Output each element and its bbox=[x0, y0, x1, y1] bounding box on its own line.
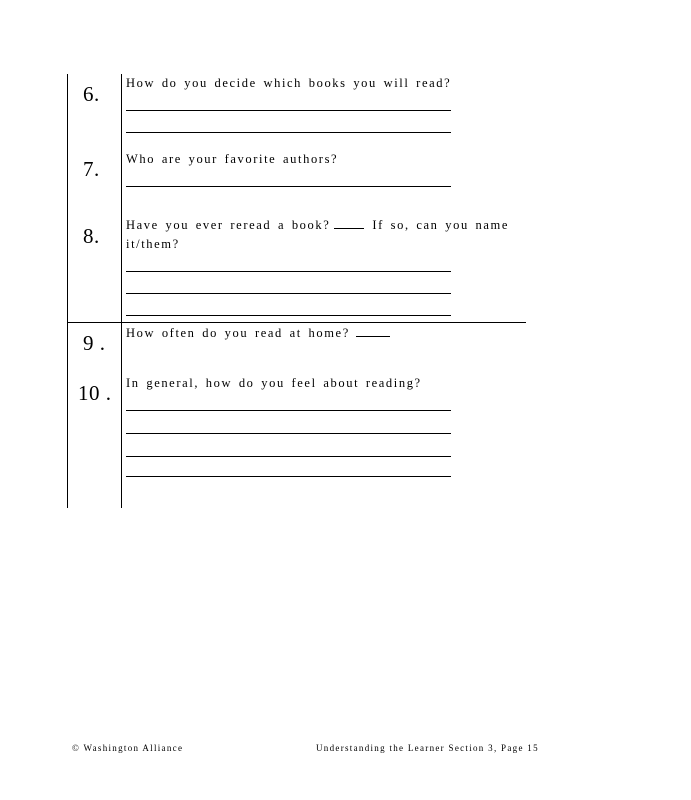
question-8-answer-line[interactable] bbox=[126, 315, 451, 316]
table-column-divider bbox=[121, 74, 122, 508]
question-8-answer-line[interactable] bbox=[126, 293, 451, 294]
question-6-answer-line[interactable] bbox=[126, 132, 451, 133]
question-6-number: 6. bbox=[83, 82, 100, 106]
question-10-answer-line[interactable] bbox=[126, 410, 451, 411]
question-7-number: 7. bbox=[83, 157, 100, 181]
footer-copyright: © Washington Alliance bbox=[72, 743, 184, 753]
question-8-text-line-2: it/them? bbox=[126, 237, 180, 251]
question-10-answer-line[interactable] bbox=[126, 433, 451, 434]
question-8-text-line-1 bbox=[126, 218, 509, 233]
table-row-divider bbox=[67, 322, 526, 323]
question-8-name-prompt: If so, can you name bbox=[372, 218, 510, 232]
question-10-answer-line[interactable] bbox=[126, 476, 451, 477]
question-6-text: How do you decide which books you will read? bbox=[126, 76, 452, 90]
question-9-text bbox=[126, 326, 394, 341]
table-left-border bbox=[67, 74, 68, 508]
footer-page-reference: Understanding the Learner Section 3, Page 15 bbox=[316, 743, 539, 753]
question-8-number: 8. bbox=[83, 224, 100, 248]
question-7-answer-line[interactable] bbox=[126, 186, 451, 187]
question-10-answer-line[interactable] bbox=[126, 456, 451, 457]
question-7-text: Who are your favorite authors? bbox=[126, 152, 339, 166]
question-10-text: In general, how do you feel about reading? bbox=[126, 376, 422, 390]
question-9-prompt: How often do you read at home? bbox=[126, 326, 350, 340]
question-9-answer-blank[interactable] bbox=[356, 336, 390, 337]
question-6-answer-line[interactable] bbox=[126, 110, 451, 111]
question-8-answer-line[interactable] bbox=[126, 271, 451, 272]
question-9-number: 9 . bbox=[83, 331, 106, 355]
question-8-reread-blank[interactable] bbox=[334, 228, 364, 229]
question-8-reread-prompt: Have you ever reread a book? bbox=[126, 218, 331, 232]
question-10-number: 10 . bbox=[78, 381, 112, 405]
